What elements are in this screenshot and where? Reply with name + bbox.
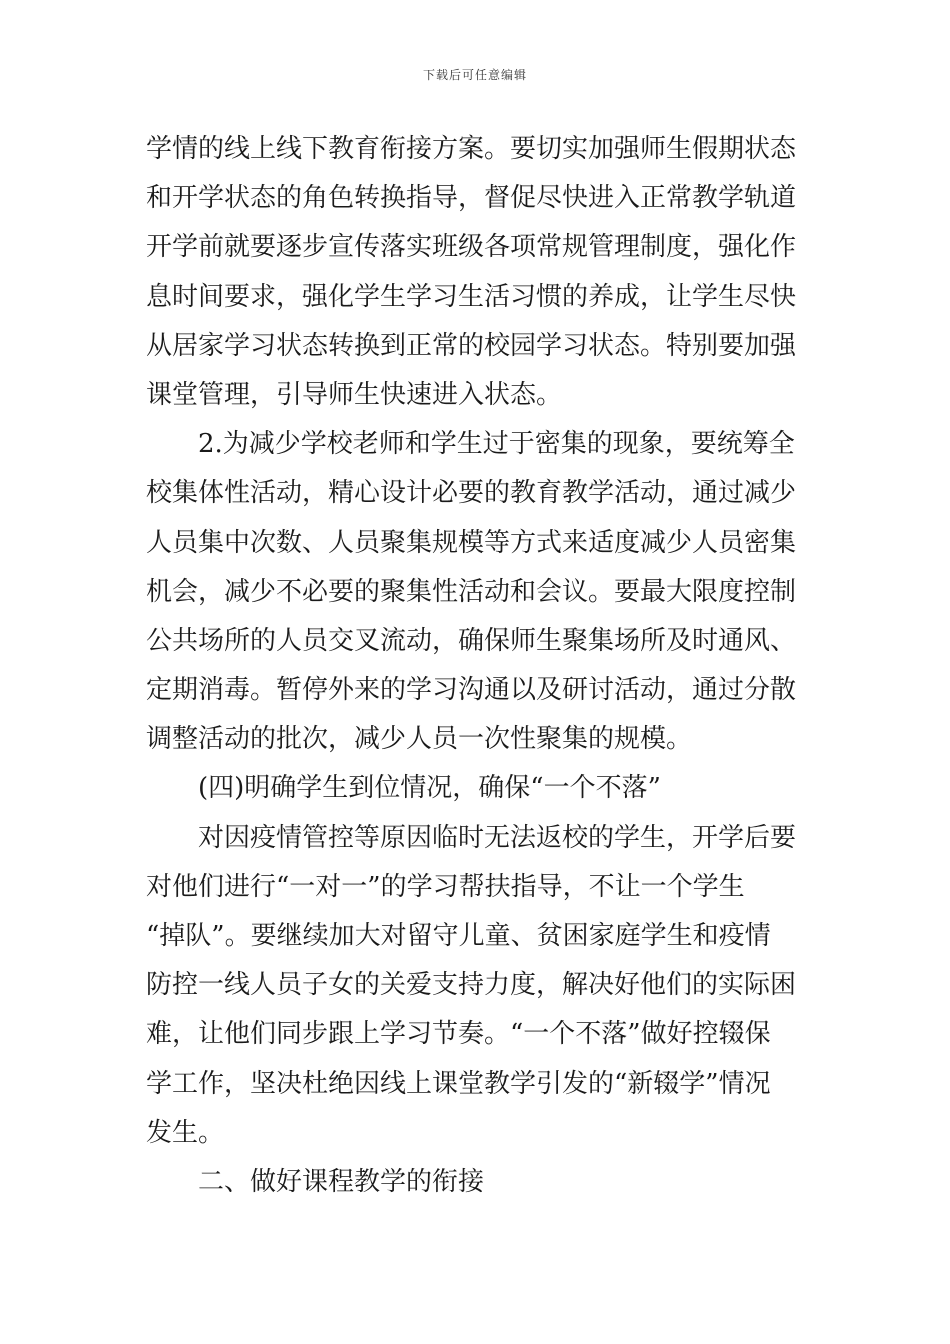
text-line: 调整活动的批次，减少人员一次性聚集的规模。 [146,724,693,755]
text-line: 校集体性活动，精心设计必要的教育教学活动，通过减少 [146,478,797,509]
text-line: 和开学状态的角色转换指导，督促尽快进入正常教学轨道 [146,183,797,214]
paragraph-start-line: 对因疫情管控等原因临时无法返校的学生，开学后要 [198,822,797,853]
body-text [146,125,806,1207]
text-line: 息时间要求，强化学生学习生活习惯的养成，让学生尽快 [146,281,797,312]
text-line: 开学前就要逐步宣传落实班级各项常规管理制度，强化作 [146,232,797,263]
text-line: “掉队”。要继续加大对留守儿童、贫困家庭学生和疫情 [146,921,771,951]
text-line: 公共场所的人员交叉流动，确保师生聚集场所及时通风、 [146,625,797,656]
paragraph-start-line: 2.为减少学校老师和学生过于密集的现象，要统筹全 [198,429,795,460]
header-note: 下载后可任意编辑 [422,68,527,82]
text-line: 机会，减少不必要的聚集性活动和会议。要最大限度控制 [146,576,797,607]
text-line: 学情的线上线下教育衔接方案。要切实加强师生假期状态 [146,134,797,164]
text-line: 学工作，坚决杜绝因线上课堂教学引发的“新辍学”情况 [146,1068,771,1099]
text-line: 难，让他们同步跟上学习节奏。“一个不落”做好控辍保 [146,1019,771,1050]
text-line: 发生。 [146,1117,225,1148]
section-heading: (四)明确学生到位情况，确保“一个不落” [198,773,661,804]
text-line: 防控一线人员子女的关爱支持力度，解决好他们的实际困 [146,970,797,1001]
text-line: 定期消毒。暂停外来的学习沟通以及研讨活动，通过分散 [146,675,797,706]
text-line: 对他们进行“一对一”的学习帮扶指导，不让一个学生 [146,871,745,902]
text-line: 课堂管理，引导师生快速进入状态。 [146,379,563,410]
text-line: 人员集中次数、人员聚集规模等方式来适度减少人员密集 [146,527,797,558]
text-line: 从居家学习状态转换到正常的校园学习状态。特别要加强 [146,330,797,361]
section-heading: 二、做好课程教学的衔接 [198,1166,485,1197]
